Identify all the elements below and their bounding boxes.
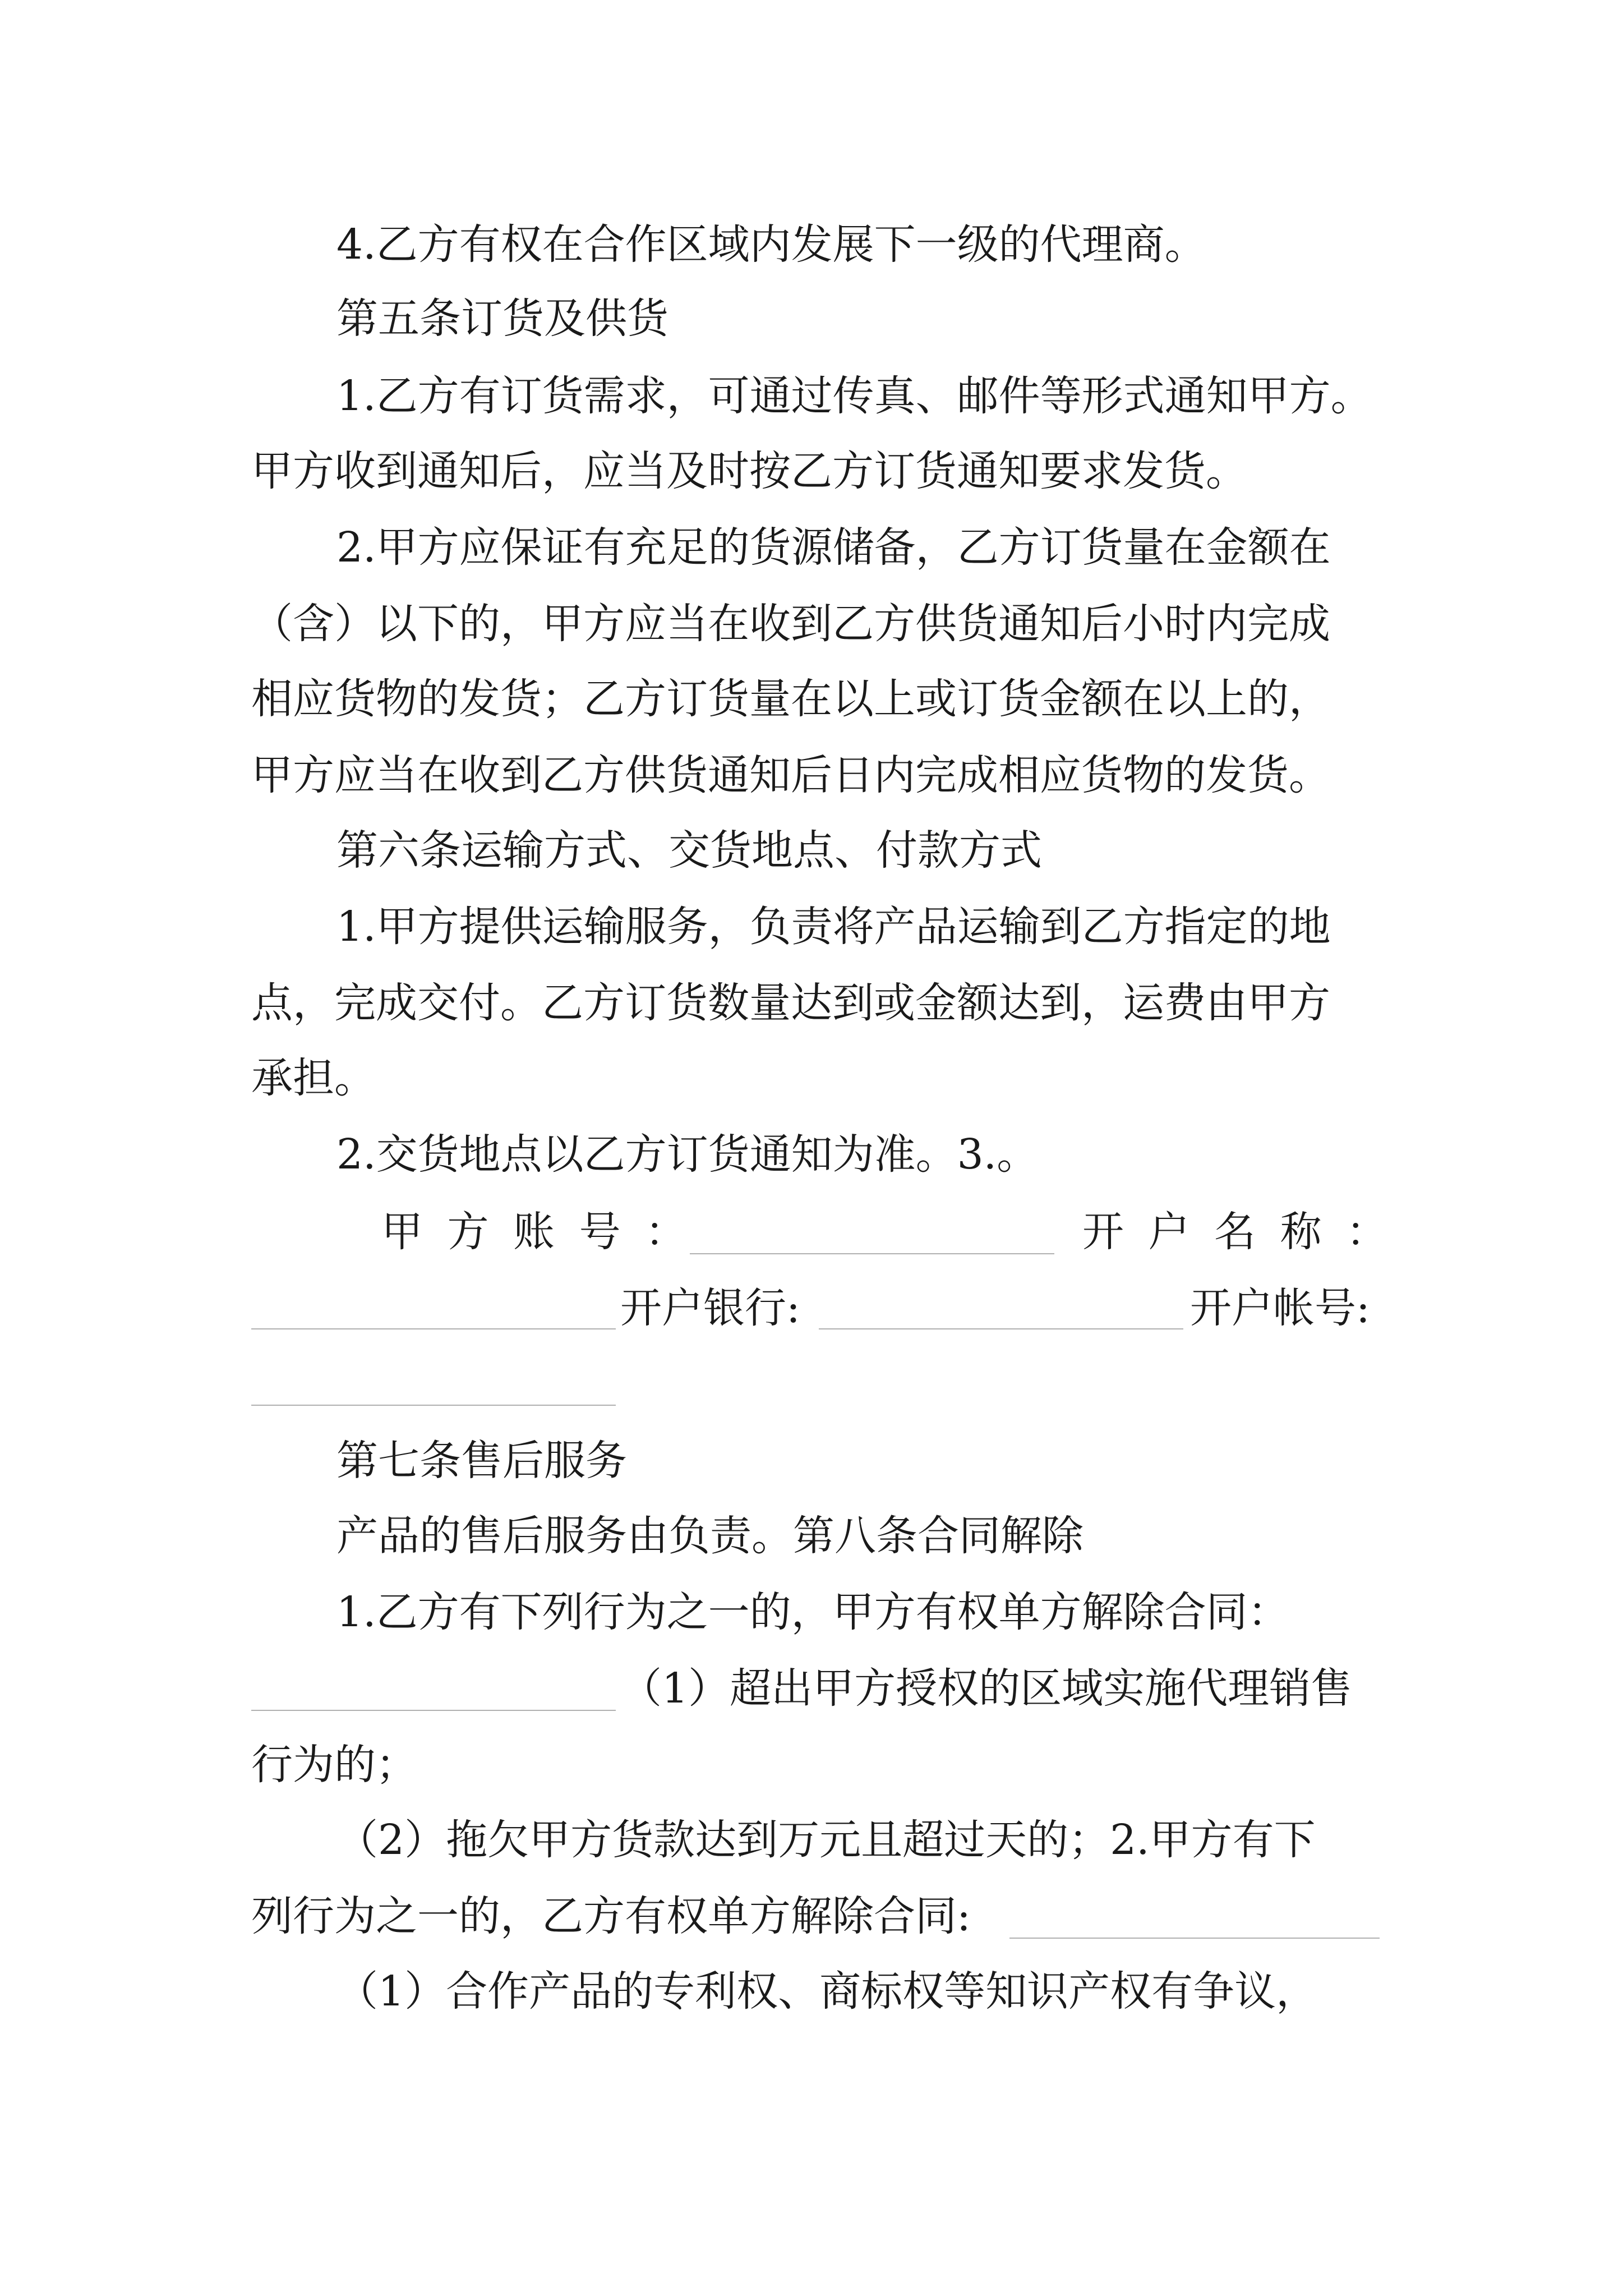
article-8-item-1-sub-1-cont: 行为的；: [251, 1741, 417, 1789]
article-7-text: 产品的售后服务由负责。第八条合同解除: [336, 1512, 1083, 1560]
bank-account-label: 开户帐号:: [1190, 1284, 1370, 1332]
article-5-item-2-line-4: 甲方应当在收到乙方供货通知后日内完成相应货物的发货。: [251, 751, 1330, 799]
article-6-item-1-line-2: 点，完成交付。乙方订货数量达到或金额达到，运费由甲方: [251, 979, 1330, 1027]
party-a-account-label: 甲 方 账 号 ：: [381, 1208, 693, 1256]
article-5-item-2-line-2: （含）以下的，甲方应当在收到乙方供货通知后小时内完成: [251, 600, 1330, 648]
article-8-item-1-blank: [251, 1710, 616, 1711]
article-8-item-1-sub-1: （1）超出甲方授权的区域实施代理销售: [620, 1664, 1353, 1713]
article-5-item-2-line-1: 2.甲方应保证有充足的货源储备，乙方订货量在金额在: [336, 523, 1331, 572]
article-5-item-1-line-2: 甲方收到通知后，应当及时按乙方订货通知要求发货。: [251, 447, 1247, 495]
article-8-item-2-blank: [1009, 1938, 1380, 1939]
article-6-item-2-line: 2.交货地点以乙方订货通知为准。3.。: [336, 1130, 1039, 1179]
clause-4-text: 4.乙方有权在合作区域内发展下一级的代理商。: [336, 220, 1206, 269]
bank-blank: [819, 1328, 1183, 1329]
article-5-item-2-line-3: 相应货物的发货；乙方订货量在以上或订货金额在以上的，: [251, 675, 1330, 723]
account-name-blank: [251, 1328, 616, 1329]
article-5-item-1-line-1: 1.乙方有订货需求，可通过传真、邮件等形式通知甲方。: [336, 372, 1372, 420]
party-a-account-blank: [690, 1253, 1054, 1254]
article-8-item-1-sub-2: （2）拖欠甲方货款达到万元且超过天的；2.甲方有下: [336, 1816, 1316, 1864]
account-name-label: 开 户 名 称 ：: [1082, 1208, 1394, 1256]
article-8-item-2-sub-1: （1）合作产品的专利权、商标权等知识产权有争议，: [336, 1967, 1318, 2016]
article-5-heading: 第五条订货及供货: [336, 295, 668, 343]
article-8-item-1: 1.乙方有下列行为之一的，甲方有权单方解除合同：: [336, 1588, 1289, 1636]
article-6-item-1-line-1: 1.甲方提供运输服务，负责将产品运输到乙方指定的地: [336, 903, 1331, 951]
article-8-item-2: 列行为之一的，乙方有权单方解除合同:: [251, 1892, 971, 1940]
article-6-item-1-line-3: 承担。: [251, 1054, 376, 1102]
bank-label: 开户银行:: [620, 1284, 800, 1332]
bank-account-blank: [251, 1405, 616, 1406]
article-7-heading: 第七条售后服务: [336, 1437, 627, 1485]
article-6-heading: 第六条运输方式、交货地点、付款方式: [336, 826, 1042, 875]
